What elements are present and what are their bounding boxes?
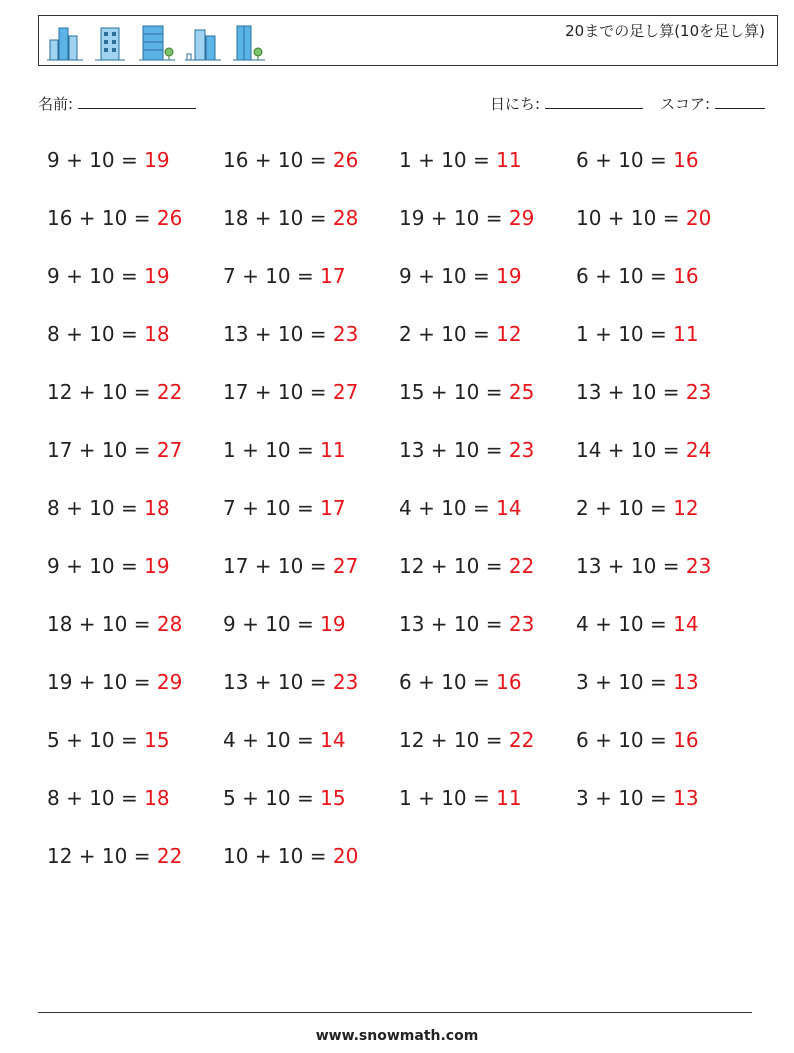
name-field	[38, 93, 196, 114]
problem-answer: 28	[156, 612, 183, 636]
problem-question: 9 + 10 =	[47, 264, 145, 288]
problem-item	[576, 786, 699, 810]
problem-item	[576, 322, 699, 346]
problem-item	[399, 322, 522, 346]
problem-question: 6 + 10 =	[576, 264, 674, 288]
problem-question: 1 + 10 =	[223, 438, 321, 462]
problem-item	[576, 380, 711, 404]
problem-answer: 15	[320, 786, 346, 810]
problem-question: 13 + 10 =	[399, 438, 509, 462]
problem-answer: 19	[320, 612, 346, 636]
building-tree-icon	[137, 22, 177, 62]
problem-item	[47, 728, 170, 752]
problem-item	[47, 612, 182, 636]
problem-answer: 26	[332, 148, 359, 172]
problem-item	[399, 554, 534, 578]
problem-item	[399, 496, 522, 520]
worksheet-header	[38, 15, 778, 66]
problem-question: 18 + 10 =	[47, 612, 157, 636]
problem-answer: 11	[496, 786, 522, 810]
problem-answer: 18	[144, 496, 170, 520]
problem-answer: 22	[156, 380, 183, 404]
problem-question: 5 + 10 =	[223, 786, 321, 810]
problem-answer: 11	[320, 438, 346, 462]
problem-item	[223, 496, 346, 520]
problem-answer: 19	[144, 554, 170, 578]
problem-question: 13 + 10 =	[576, 380, 686, 404]
office-building-icon	[93, 22, 127, 62]
problem-question: 17 + 10 =	[223, 554, 333, 578]
problem-question: 6 + 10 =	[576, 728, 674, 752]
problem-answer: 18	[144, 322, 170, 346]
problem-answer: 27	[156, 438, 183, 462]
problem-question: 3 + 10 =	[576, 786, 674, 810]
problem-item	[399, 264, 522, 288]
problem-answer: 20	[685, 206, 712, 230]
problem-item	[223, 264, 346, 288]
problem-question: 1 + 10 =	[576, 322, 674, 346]
problem-question: 4 + 10 =	[399, 496, 497, 520]
problem-question: 10 + 10 =	[223, 844, 333, 868]
problem-item	[399, 670, 522, 694]
problem-item	[47, 670, 182, 694]
date-label: 日にち:	[490, 95, 541, 113]
problem-item	[223, 322, 358, 346]
problem-answer: 19	[496, 264, 522, 288]
problem-answer: 29	[156, 670, 183, 694]
problem-question: 13 + 10 =	[223, 322, 333, 346]
problem-answer: 17	[320, 496, 346, 520]
problem-answer: 11	[496, 148, 522, 172]
problem-answer: 23	[508, 612, 535, 636]
problem-item	[223, 786, 346, 810]
problem-answer: 28	[332, 206, 359, 230]
problem-item	[576, 206, 711, 230]
problem-item	[399, 380, 534, 404]
score-field	[660, 93, 765, 114]
problem-item	[47, 844, 182, 868]
problem-question: 2 + 10 =	[576, 496, 674, 520]
problem-answer: 26	[156, 206, 183, 230]
problem-item	[47, 148, 170, 172]
problem-question: 2 + 10 =	[399, 322, 497, 346]
problem-answer: 12	[496, 322, 522, 346]
problem-question: 14 + 10 =	[576, 438, 686, 462]
problem-question: 13 + 10 =	[399, 612, 509, 636]
problem-item	[399, 206, 534, 230]
problem-question: 17 + 10 =	[47, 438, 157, 462]
problem-question: 8 + 10 =	[47, 786, 145, 810]
problem-answer: 19	[144, 148, 170, 172]
problem-question: 12 + 10 =	[47, 844, 157, 868]
problem-item	[223, 206, 358, 230]
problem-answer: 15	[144, 728, 170, 752]
problem-answer: 13	[673, 670, 699, 694]
problem-item	[576, 148, 699, 172]
problem-question: 12 + 10 =	[399, 728, 509, 752]
problem-question: 1 + 10 =	[399, 148, 497, 172]
problem-question: 9 + 10 =	[223, 612, 321, 636]
problem-answer: 14	[673, 612, 699, 636]
score-label: スコア:	[660, 95, 711, 113]
problem-item	[47, 206, 182, 230]
problem-answer: 23	[508, 438, 535, 462]
problem-question: 7 + 10 =	[223, 496, 321, 520]
name-line[interactable]	[78, 93, 196, 109]
problem-item	[576, 264, 699, 288]
problem-item	[399, 728, 534, 752]
problem-item	[223, 844, 358, 868]
date-line[interactable]	[545, 93, 643, 109]
problem-answer: 18	[144, 786, 170, 810]
problem-question: 8 + 10 =	[47, 322, 145, 346]
problem-answer: 24	[685, 438, 712, 462]
worksheet-title: 20までの足し算(10を足し算)	[565, 22, 765, 40]
problem-answer: 12	[673, 496, 699, 520]
problem-item	[223, 438, 346, 462]
problem-question: 12 + 10 =	[47, 380, 157, 404]
buildings-icon	[47, 22, 85, 62]
problem-answer: 22	[508, 728, 535, 752]
problem-item	[47, 438, 182, 462]
problem-answer: 27	[332, 554, 359, 578]
problem-answer: 16	[673, 148, 699, 172]
problem-item	[576, 496, 699, 520]
problem-item	[576, 554, 711, 578]
problem-item	[47, 786, 170, 810]
problem-answer: 22	[508, 554, 535, 578]
problem-item	[576, 612, 699, 636]
problem-answer: 19	[144, 264, 170, 288]
problem-item	[223, 728, 346, 752]
problem-item	[576, 670, 699, 694]
problem-item	[47, 264, 170, 288]
problem-question: 15 + 10 =	[399, 380, 509, 404]
problem-question: 10 + 10 =	[576, 206, 686, 230]
problem-question: 7 + 10 =	[223, 264, 321, 288]
problem-answer: 14	[496, 496, 522, 520]
problem-item	[223, 554, 358, 578]
towers-icon	[185, 22, 223, 62]
problem-answer: 29	[508, 206, 535, 230]
name-label: 名前:	[38, 95, 74, 113]
problem-question: 6 + 10 =	[399, 670, 497, 694]
problem-item	[399, 612, 534, 636]
problem-question: 5 + 10 =	[47, 728, 145, 752]
problem-question: 9 + 10 =	[47, 554, 145, 578]
problem-question: 6 + 10 =	[576, 148, 674, 172]
problem-item	[223, 612, 346, 636]
score-line[interactable]	[715, 93, 765, 109]
problem-question: 3 + 10 =	[576, 670, 674, 694]
problem-item	[223, 670, 358, 694]
problem-answer: 22	[156, 844, 183, 868]
problem-answer: 23	[685, 380, 712, 404]
problem-answer: 16	[673, 728, 699, 752]
problem-question: 4 + 10 =	[223, 728, 321, 752]
problem-question: 19 + 10 =	[399, 206, 509, 230]
problem-question: 13 + 10 =	[576, 554, 686, 578]
problem-answer: 14	[320, 728, 346, 752]
skyscraper-tree-icon	[231, 22, 267, 62]
problem-question: 18 + 10 =	[223, 206, 333, 230]
problem-item	[576, 728, 699, 752]
problem-question: 13 + 10 =	[223, 670, 333, 694]
problem-question: 9 + 10 =	[399, 264, 497, 288]
problem-question: 19 + 10 =	[47, 670, 157, 694]
problem-question: 17 + 10 =	[223, 380, 333, 404]
problem-question: 16 + 10 =	[223, 148, 333, 172]
problem-item	[399, 148, 522, 172]
problem-item	[47, 380, 182, 404]
footer-divider	[38, 1012, 752, 1013]
problem-item	[47, 554, 170, 578]
problem-answer: 25	[508, 380, 535, 404]
problem-answer: 23	[332, 322, 359, 346]
problem-answer: 20	[332, 844, 359, 868]
problem-question: 12 + 10 =	[399, 554, 509, 578]
problem-answer: 13	[673, 786, 699, 810]
problem-question: 4 + 10 =	[576, 612, 674, 636]
problem-item	[47, 322, 170, 346]
problem-question: 9 + 10 =	[47, 148, 145, 172]
problem-item	[399, 786, 522, 810]
problem-item	[576, 438, 711, 462]
footer-site: www.snowmath.com	[315, 1028, 479, 1044]
problem-question: 8 + 10 =	[47, 496, 145, 520]
problem-question: 16 + 10 =	[47, 206, 157, 230]
problem-item	[223, 380, 358, 404]
problem-answer: 23	[332, 670, 359, 694]
problem-answer: 23	[685, 554, 712, 578]
problem-answer: 17	[320, 264, 346, 288]
problem-answer: 11	[673, 322, 699, 346]
problem-item	[223, 148, 358, 172]
problem-item	[399, 438, 534, 462]
problem-answer: 27	[332, 380, 359, 404]
problem-answer: 16	[496, 670, 522, 694]
problem-item	[47, 496, 170, 520]
date-field	[490, 93, 643, 114]
problem-question: 1 + 10 =	[399, 786, 497, 810]
problem-answer: 16	[673, 264, 699, 288]
